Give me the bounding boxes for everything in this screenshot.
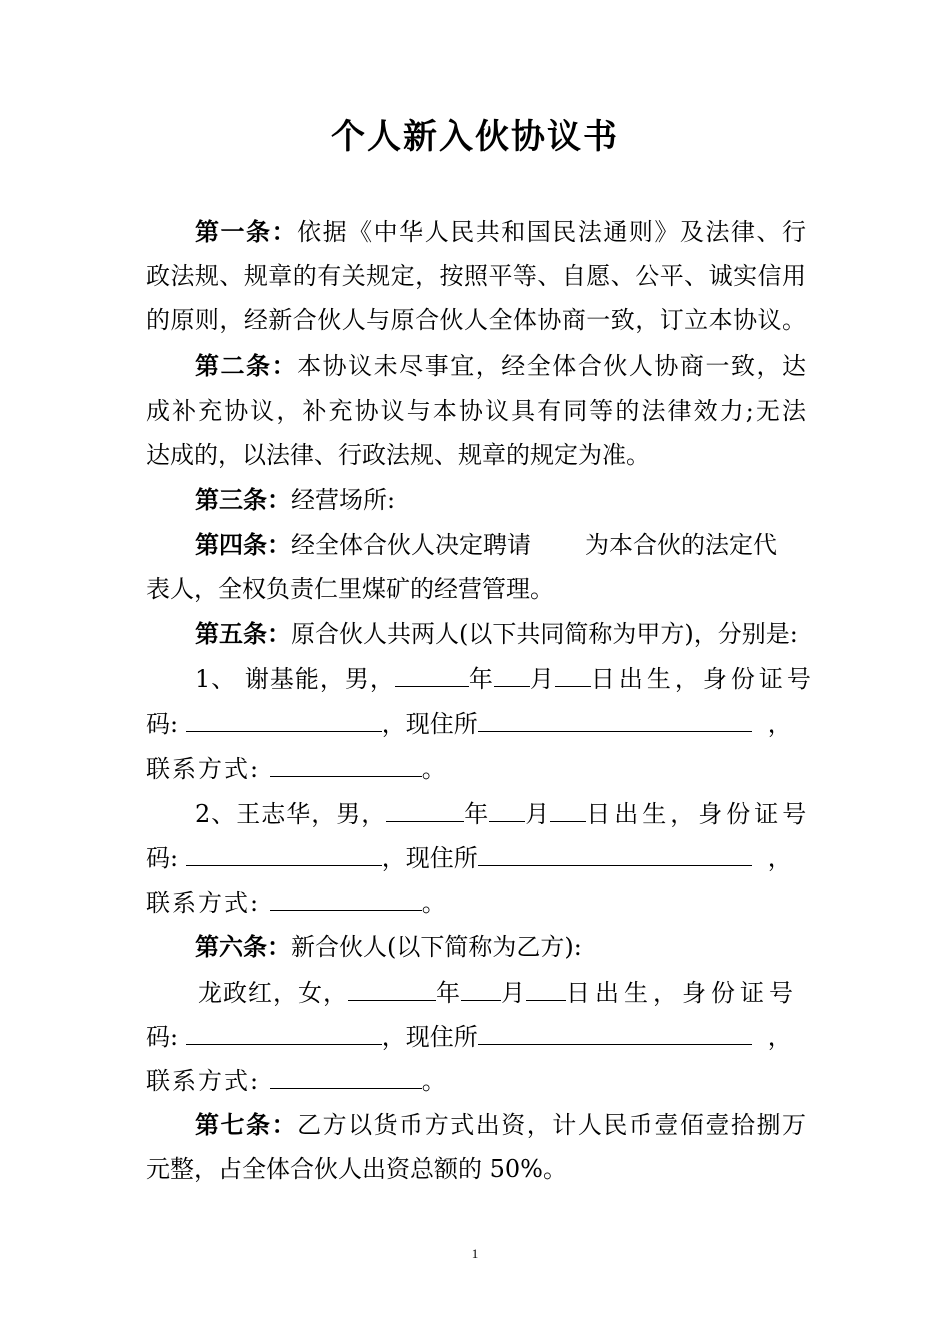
- partner-1-id-line: 码: ，现住所 ，: [146, 701, 806, 745]
- id-number-field[interactable]: [186, 1014, 382, 1045]
- birth-year-field[interactable]: [386, 791, 464, 822]
- article-6-line-1: 第六条：新合伙人(以下简称为乙方):: [195, 933, 582, 961]
- partner-2-id-line: 码: ，现住所 ，: [146, 835, 806, 879]
- article-2-label: 第二条：: [195, 352, 298, 380]
- partner-2-contact-line: 联系方式: 。: [146, 880, 806, 924]
- article-7-line-1: 第七条：乙方以货币方式出资，计人民币壹佰壹拾捌万: [195, 1111, 807, 1139]
- article-7-line-2: 元整，占全体合伙人出资总额的 50%。: [146, 1155, 567, 1183]
- article-5-line-1: 第五条：原合伙人共两人(以下共同简称为甲方)，分别是:: [195, 620, 798, 648]
- article-4-label: 第四条：: [195, 531, 291, 559]
- id-number-field[interactable]: [186, 835, 382, 866]
- contact-field[interactable]: [270, 746, 422, 777]
- article-1-line-2: 政法规、规章的有关规定，按照平等、自愿、公平、诚实信用: [146, 262, 806, 290]
- partner-2-birth-line: 2、王志华，男， 年 月 日出生，身份证号: [195, 791, 806, 835]
- contact-field[interactable]: [270, 1058, 422, 1089]
- residence-field[interactable]: [478, 1014, 752, 1045]
- birth-year-field[interactable]: [348, 970, 436, 1001]
- article-5-label: 第五条：: [195, 620, 291, 648]
- partner-3-contact-line: 联系方式: 。: [146, 1058, 806, 1102]
- birth-day-field[interactable]: [555, 656, 591, 687]
- article-7-label: 第七条：: [195, 1111, 298, 1139]
- article-1-line-1: 第一条：依据《中华人民共和国民法通则》及法律、行: [195, 218, 807, 246]
- partner-3-id-line: 码: ，现住所 ，: [146, 1014, 806, 1058]
- article-1-line-3: 的原则，经新合伙人与原合伙人全体协商一致，订立本协议。: [146, 306, 806, 334]
- residence-field[interactable]: [478, 701, 752, 732]
- birth-month-field[interactable]: [494, 656, 530, 687]
- article-6-label: 第六条：: [195, 933, 291, 961]
- partner-1-birth-line: 1、 谢基能，男， 年 月 日出生，身份证号: [195, 656, 806, 700]
- article-2-line-1: 第二条：本协议未尽事宜，经全体合伙人协商一致，达: [195, 352, 807, 380]
- article-3-label: 第三条：: [195, 486, 291, 514]
- contact-field[interactable]: [270, 880, 422, 911]
- article-3-line-1: 第三条：经营场所:: [195, 486, 396, 514]
- partner-1-contact-line: 联系方式: 。: [146, 746, 806, 790]
- partner-3-birth-line: 龙政红，女， 年 月 日出生，身份证号: [198, 970, 858, 1014]
- document-title: 个人新入伙协议书: [331, 117, 619, 157]
- birth-year-field[interactable]: [395, 656, 469, 687]
- article-4-line-2: 表人，全权负责仁里煤矿的经营管理。: [146, 575, 554, 603]
- residence-field[interactable]: [478, 835, 752, 866]
- birth-day-field[interactable]: [550, 791, 586, 822]
- article-2-line-3: 达成的，以法律、行政法规、规章的规定为准。: [146, 441, 650, 469]
- birth-month-field[interactable]: [461, 970, 501, 1001]
- article-1-label: 第一条：: [195, 218, 298, 246]
- birth-month-field[interactable]: [489, 791, 525, 822]
- article-2-line-2: 成补充协议，补充协议与本协议具有同等的法律效力;无法: [146, 397, 806, 425]
- page-number: 1: [471, 1246, 479, 1261]
- birth-day-field[interactable]: [526, 970, 566, 1001]
- article-4-line-1: 第四条：经全体合伙人决定聘请 为本合伙的法定代: [195, 531, 777, 559]
- id-number-field[interactable]: [186, 701, 382, 732]
